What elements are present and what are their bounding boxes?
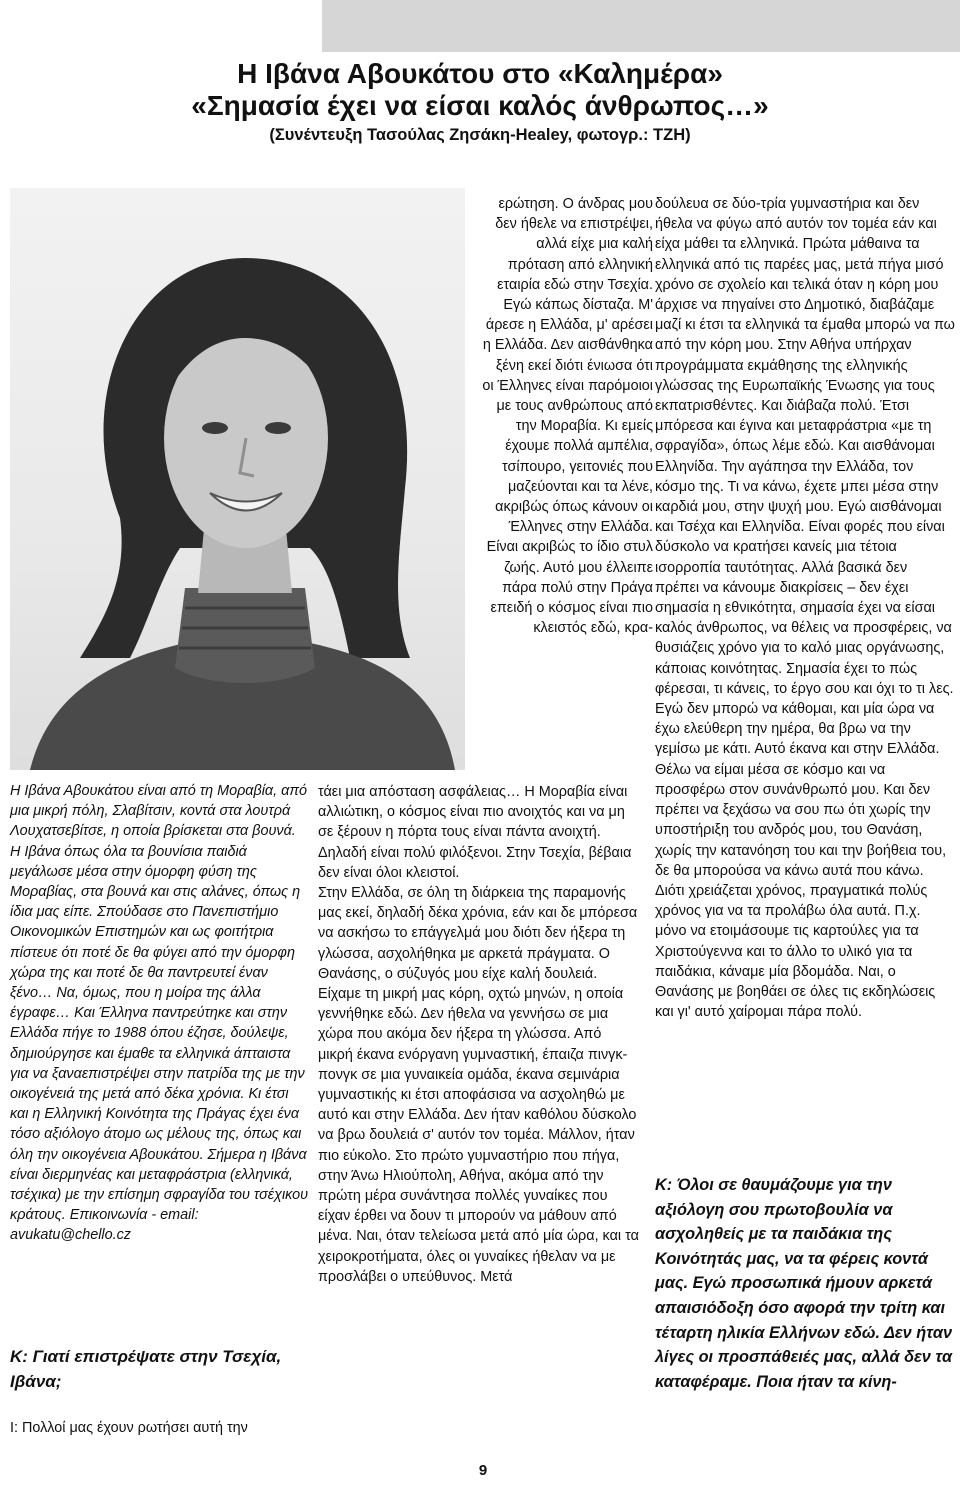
column-2-upper-text: ερώτηση. Ο άνδρας μου δεν ήθελε να επιστρέψει, αλλά είχε μια καλή πρόταση από ελληνική εταιρία εδώ στην Τσεχία. Εγώ κάπως δίσταζα. Μ' άρεσε η Ελλάδα, μ' αρέσει η Ελλάδα. Δεν αισθάνθηκα ξένη εκεί διότι ένιωσα ότι οι Έλληνες είναι παρόμοιοι με τους ανθρώπους από την Μοραβία. Κι εμείς έχουμε πολλά αμπέλια, τσίπουρο, γειτονιές που μαζεύονται και τα λένε, ακριβώς όπως κάνουν οι Έλληνες στην Ελλάδα. Είναι ακριβώς το ίδιο στυλ ζωής. Αυτό μου έλλειπε πάρα πολύ στην Πράγα επειδή ο κόσμος είναι πιο κλειστός εδώ, κρα- (482, 196, 653, 637)
column-3-text: δούλευα σε δύο-τρία γυμναστήρια και δεν ήθελα να φύγω από αυτόν τον τομέα εάν και είχα μάθει τα ελληνικά. Πρώτα μάθαινα τα ελληνικά από τις παρέες μας, μετά πήγα μισό χρόνο σε σχολείο και τελικά όταν η κόρη μου άρχισε να πηγαίνει στο Δημοτικό, διαβάζαμε μαζί κι έτσι τα ελληνικά τα έμαθα μπορώ να πω από την κόρη μου. Στην Αθήνα υπήρχαν προγράμματα εκμάθησης της ελληνικής γλώσσας της Ευρωπαϊκής Ένωσης για τους εκπατρισθέντες. Και διάβαζα πολύ. Έτσι μπόρεσα και έγινα και μεταφράστρια «με τη σφραγίδα», όπως λέμε εδώ. Και αισθάνομαι Ελληνίδα. Την αγάπησα την Ελλάδα, τον κόσμο της. Τι να κάνω, έχετε μπει μέσα στην καρδιά μου, στην ψυχή μου. Εγώ αισθάνομαι και Τσέχα και Ελληνίδα. Είναι φορές που είναι δύσκολο να κρατήσει κανείς μια τέτοια ισορροπία ταυτότητας. Αλλά βασικά δεν πρέπει να κάνουμε διακρίσεις – δεν έχει σημασία η εθνικότητα, σημασία έχει να είσαι καλός άνθρωπος, να θέλεις να προσφέρεις, να θυσιάζεις χρόνο για το καλό μιας οργάνωσης, κάποιας κοινότητας. Σημασία έχει το πώς φέρεσαι, τι κάνεις, το έργο σου και όχι το τι λες. Εγώ δεν μπορώ να κάθομαι, και μία ώρα να έχω ελεύθερη την ημέρα, θα βρω να την γεμίσω με κάτι. Αυτό έκανα και στην Ελλάδα. Θέλω να είμαι μέσα σε κόσμο και να προσφέρω στον συνάνθρωπό μου. Και δεν πρέπει να ξεχάσω να σου πω ότι χωρίς την υποστήριξη του ανδρός μου, του Θανάση, χωρίς την κατανόηση του και την βοήθεια του, δε θα μπορούσα να κάνω αυτά που κάνω. Διότι χρειάζεται χρόνος, πραγματικά πολύς χρόνος για να τα προλάβω όλα αυτά. Π.χ. μόνο να ετοιμάσουμε τις καρτούλες για τα Χριστούγεννα και το άλλο το υλικό για τα παιδάκια, κάναμε μία βδομάδα. Ναι, ο Θανάσης με βοηθάει σε όλες τις εκδηλώσεις και γι' αυτό χαίρομαι πάρα πολύ. (655, 196, 955, 1021)
header-gray-block (322, 0, 960, 52)
column-2-lower (318, 782, 640, 1287)
portrait-illustration (10, 188, 465, 770)
article-subtitle: (Συνέντευξη Τασούλας Ζησάκη-Healey, φωτογρ.: ΤΖΗ) (269, 126, 691, 144)
question-1: Κ: Γιατί επιστρέψατε στην Τσεχία, Ιβάνα; (10, 1347, 282, 1391)
column-2-upper (481, 194, 653, 638)
question-2: Κ: Όλοι σε θαυμάζουμε για την αξιόλογη σου πρωτοβουλία να ασχοληθείς με τα παιδάκια της Κοινότητάς μας, να τα φέρεις κοντά μας. Εγώ προσωπικά ήμουν αρκετά απαισιόδοξη όσο αφορά την τρίτη και τέταρτη ηλικία Ελλήνων εδώ. Δεν ήταν λίγες οι προσπάθειές μας, αλλά δεν τα καταφέραμε. Ποια ήταν τα κίνη- (655, 1176, 953, 1391)
column-3 (655, 194, 955, 1022)
portrait-photo (10, 188, 465, 770)
article-title-line-1: Η Ιβάνα Αβουκάτου στο «Καλημέρα» (237, 58, 723, 89)
article-header (150, 58, 810, 145)
answer-1-text: Ι: Πολλοί μας έχουν ρωτήσει αυτή την (10, 1420, 248, 1436)
column-2-paragraph-2: Στην Ελλάδα, σε όλη τη διάρκεια της παραμονής μας εκεί, δηλαδή δέκα χρόνια, εάν και δε μπόρεσα να ασκήσω το επάγγελμά μου διότι δεν ήξερα τη γλώσσα, ασχολήθηκα με αρκετά πράγματα. Ο Θανάσης, ο σύζυγός μου είχε καλή δουλειά. Είχαμε τη μικρή μας κόρη, οχτώ μηνών, η οποία γεννήθηκε εδώ. Δεν ήθελα να γεννήσω σε μια χώρα που ακόμα δεν ήξερα τη γλώσσα. Από μικρή έκανα ενόργανη γυμναστική, έπαιζα πινγκ-πονγκ σε μια γυναικεία ομάδα, έκανα σεμινάρια γυμναστικής κι έτσι αποφάσισα να ασχοληθώ με αυτό και στην Ελλάδα. Δεν ήταν καθόλου δύσκολο να βρω δουλειά σ' αυτόν τον τομέα. Μάλλον, ήταν πιο εύκολο. Στο πρώτο γυμναστήριο που πήγα, στην Άνω Ηλιούπολη, Αθήνα, ακόμα από την πρώτη μέρα συνάντησα πολλές γυναίκες που είχαν έρθει να δουν τι μπορούν να μάθουν από μένα. Ναι, όταν τελείωσα μετά από μία ώρα, και τα χειροκροτήματα, όλες οι γυναίκες ήθελαν να με προσλάβει ο υπεύθυνος. Μετά (318, 885, 639, 1285)
intro-caption (10, 781, 310, 1246)
answer-1-start (10, 1418, 310, 1438)
article-title-line-2: «Σημασία έχει να είσαι καλός άνθρωπος…» (191, 90, 769, 121)
page-number: 9 (478, 1462, 488, 1479)
intro-caption-text: Η Ιβάνα Αβουκάτου είναι από τη Μοραβία, από μια μικρή πόλη, Σλαβίτσιν, κοντά στα λουτρά Λουχατσεβίτσε, η οποία βρίσκεται στα βουνά. Η Ιβάνα όπως όλα τα βουνίσια παιδιά μεγάλωσε μέσα στην όμορφη φύση της Μοραβίας, στα βουνά και στις αλάνες, όπως η ίδια μας είπε. Σπούδασε στο Πανεπιστήμιο Οικονομικών Επιστημών και ως φοιτήτρια πίστευε ότι ποτέ δε θα φύγει από την όμορφη χώρα της και ποτέ δε θα παντρευτεί έναν ξένο… Να, όμως, που η μοίρα της άλλα έγραφε… Και Έλληνα παντρεύτηκε και στην Ελλάδα πήγε το 1988 όπου έζησε, δούλεψε, δημιούργησε και έμαθε τα ελληνικά άπταιστα για να ξαναεπιστρέψει στην πατρίδα της με την οικογένειά της μετά από δέκα χρόνια. Κι έτσι και η Ελληνική Κοινότητα της Πράγας έχει ένα τόσο αξιόλογο άτομο ως μέλους της, όπως και όλη την οικογένεια Αβουκάτου. Σήμερα η Ιβάνα είναι διερμηνέας και μεταφράστρια (ελληνικά, τσέχικα) με την επίσημη σφραγίδα του τσέχικου κράτους. Επικοινωνία - email: avukatu@chello.cz (10, 783, 309, 1244)
column-2-paragraph-1: τάει μια απόσταση ασφάλειας… Η Μοραβία είναι αλλιώτικη, ο κόσμος είναι πιο ανοιχτός και να μη σε ξέρουν η πόρτα τους είναι πάντα ανοιχτή. Δηλαδή είναι πολύ φιλόξενοι. Στην Τσεχία, βέβαια δεν είναι όλοι κλειστοί. (318, 784, 632, 881)
